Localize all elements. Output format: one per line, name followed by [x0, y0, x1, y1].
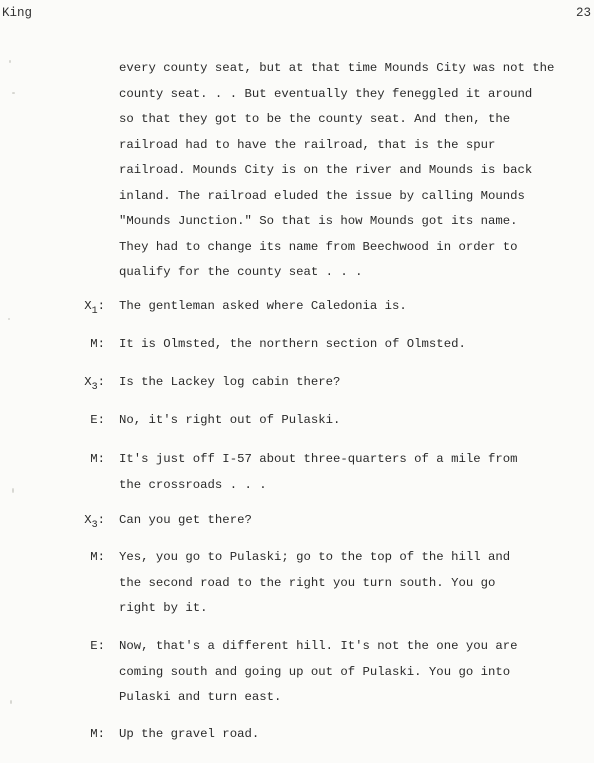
- turn-text: It is Olmsted, the northern section of Olmsted.: [119, 337, 466, 351]
- scan-speck: [9, 60, 11, 63]
- speaker-label: $X_3$:: [84, 513, 105, 531]
- scan-speck: [12, 488, 14, 493]
- turn-text: Yes, you go to Pulaski; go to the top of the hill and the second road to the right you turn south. You go right by it.: [119, 550, 511, 615]
- turn-text: Can you get there?: [119, 513, 252, 527]
- scan-speck: [10, 700, 12, 704]
- turn-text: Up the gravel road.: [119, 727, 260, 741]
- speaker-label: M:: [90, 727, 105, 741]
- scan-speck: [8, 318, 10, 320]
- scan-speck: [12, 92, 15, 94]
- turn-text: No, it's right out of Pulaski.: [119, 413, 341, 427]
- header-name: King: [2, 6, 33, 20]
- speaker-label: M:: [90, 550, 105, 564]
- turn-text: The gentleman asked where Caledonia is.: [119, 299, 407, 313]
- page-number: 23: [575, 6, 591, 20]
- turn-text: Now, that's a different hill. It's not the one you are coming south and going up out of Pulaski. You go into Pulaski and turn east.: [119, 639, 518, 704]
- speaker-label: $X_1$:: [84, 299, 105, 317]
- speaker-label: $X_3$:: [84, 375, 105, 393]
- turn-text: Is the Lackey log cabin there?: [119, 375, 341, 389]
- speaker-label: M:: [90, 337, 105, 351]
- speaker-label: M:: [90, 452, 105, 466]
- continuation-paragraph: every county seat, but at that time Mounds City was not the county seat. . . But eventually they feneggled it around so that they got to be the county seat. And then, the railroad had to have the railroad, that is the spur railroad. Mounds City is on the river and Mounds is back inland. The railroad eluded the issue by calling Mounds "Mounds Junction." So that is how Mounds got its name. They had to change its name from Beechwood in order to qualify for the county seat . . .: [119, 61, 555, 279]
- turn-text: It's just off I-57 about three-quarters of a mile from the crossroads . . .: [119, 452, 518, 492]
- speaker-label: E:: [90, 639, 105, 653]
- speaker-label: E:: [90, 413, 105, 427]
